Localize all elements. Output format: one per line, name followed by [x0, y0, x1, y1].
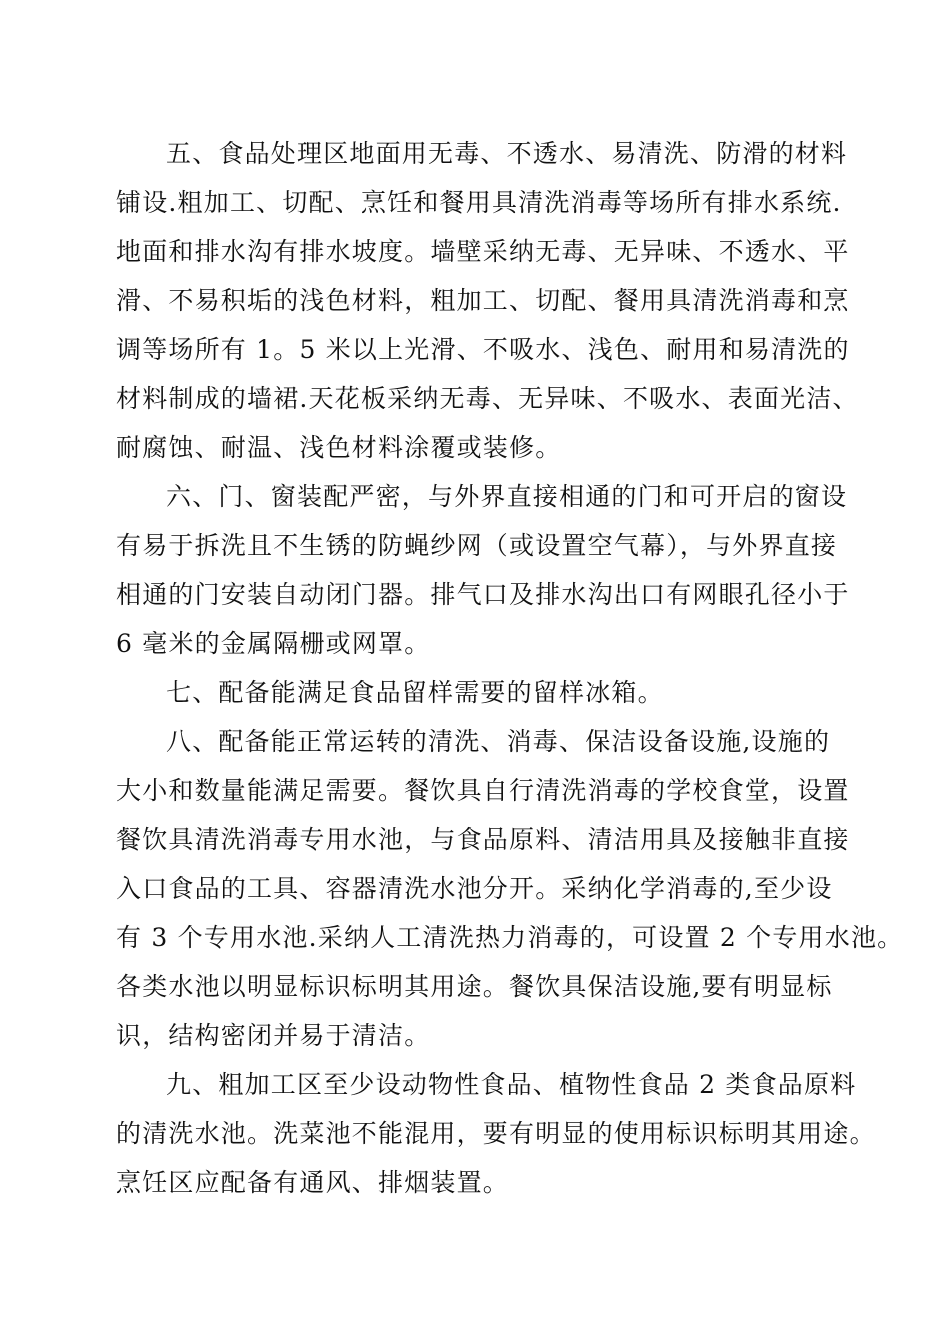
text-line: 铺设.粗加工、切配、烹饪和餐用具清洗消毒等场所有排水系统.	[116, 188, 842, 217]
text-line: 调等场所有 1。5 米以上光滑、不吸水、浅色、耐用和易清洗的	[116, 335, 850, 364]
text-line: 各类水池以明显标识标明其用途。餐饮具保洁设施,要有明显标	[116, 972, 833, 1001]
text-line: 地面和排水沟有排水坡度。墙壁采纳无毒、无异味、不透水、平	[116, 237, 850, 266]
text-line: 滑、不易积垢的浅色材料，粗加工、切配、餐用具清洗消毒和烹	[116, 286, 850, 315]
paragraph-6	[116, 472, 850, 668]
text-line: 餐饮具清洗消毒专用水池，与食品原料、清洁用具及接触非直接	[116, 825, 850, 854]
text-line: 的清洗水池。洗菜池不能混用，要有明显的使用标识标明其用途。	[116, 1119, 876, 1148]
text-line: 有 3 个专用水池.采纳人工清洗热力消毒的，可设置 2 个专用水池。	[116, 923, 904, 952]
text-line: 八、配备能正常运转的清洗、消毒、保洁设备设施,设施的	[166, 727, 831, 756]
text-line: 六、门、窗装配严密，与外界直接相通的门和可开启的窗设	[166, 482, 848, 511]
paragraph-9	[116, 1060, 876, 1207]
paragraph-8	[116, 717, 904, 1060]
text-line: 大小和数量能满足需要。餐饮具自行清洗消毒的学校食堂，设置	[116, 776, 850, 805]
paragraph-5	[116, 129, 859, 472]
text-line: 相通的门安装自动闭门器。排气口及排水沟出口有网眼孔径小于	[116, 580, 850, 609]
text-line: 材料制成的墙裙.天花板采纳无毒、无异味、不吸水、表面光洁、	[116, 384, 859, 413]
text-line: 耐腐蚀、耐温、浅色材料涂覆或装修。	[116, 433, 562, 462]
document-body	[116, 129, 904, 1207]
text-line: 五、食品处理区地面用无毒、不透水、易清洗、防滑的材料	[166, 139, 848, 168]
paragraph-7	[116, 668, 836, 717]
text-line: 烹饪区应配备有通风、排烟装置。	[116, 1168, 510, 1197]
text-line: 九、粗加工区至少设动物性食品、植物性食品 2 类食品原料	[166, 1070, 857, 1099]
text-line: 识，结构密闭并易于清洁。	[116, 1021, 431, 1050]
text-line: 6 毫米的金属隔栅或网罩。	[116, 629, 431, 658]
text-line: 七、配备能满足食品留样需要的留样冰箱。	[166, 678, 664, 707]
text-line: 入口食品的工具、容器清洗水池分开。采纳化学消毒的,至少设	[116, 874, 833, 903]
text-line: 有易于拆洗且不生锈的防蝇纱网（或设置空气幕），与外界直接	[116, 531, 838, 560]
